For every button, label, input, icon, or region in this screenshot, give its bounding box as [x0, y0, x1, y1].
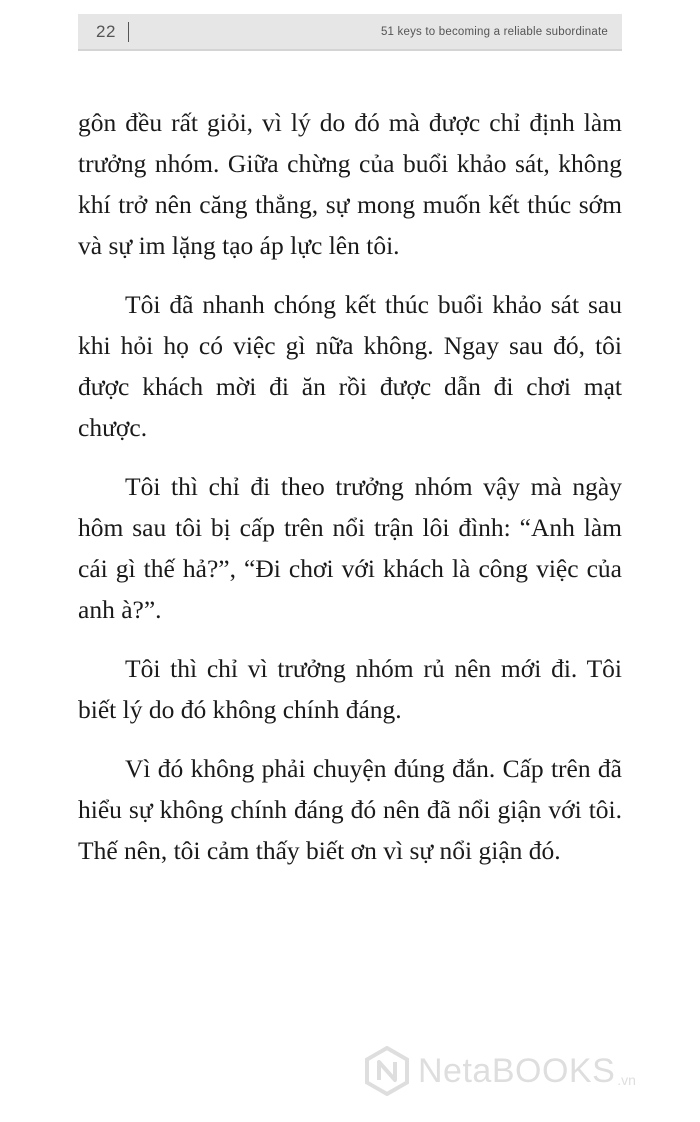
page-number-group — [96, 22, 129, 42]
paragraph: Tôi đã nhanh chóng kết thúc buổi khảo sát sau khi hỏi họ có việc gì nữa không. Ngay sau đó, tôi được khách mời đi ăn rồi được dẫn đi chơi mạt chược. — [78, 290, 622, 442]
body-text — [78, 102, 622, 889]
header-divider — [128, 22, 130, 42]
running-title: 51 keys to becoming a reliable subordinate — [380, 25, 608, 38]
netabooks-logo-icon — [364, 1046, 410, 1096]
paragraph: Tôi thì chỉ vì trưởng nhóm rủ nên mới đi. Tôi biết lý do đó không chính đáng. — [78, 654, 622, 724]
paragraph: Tôi thì chỉ đi theo trưởng nhóm vậy mà ngày hôm sau tôi bị cấp trên nổi trận lôi đình: “Anh làm cái gì thế hả?”, “Đi chơi với khách là công việc của anh à?”. — [78, 472, 622, 624]
watermark — [364, 1046, 636, 1096]
paragraph: Vì đó không phải chuyện đúng đắn. Cấp trên đã hiểu sự không chính đáng đó nên đã nổi giận với tôi. Thế nên, tôi cảm thấy biết ơn vì sự nổi giận đó. — [78, 754, 622, 865]
watermark-suffix: .vn — [617, 1072, 636, 1088]
page-header — [78, 14, 622, 51]
watermark-brand: NetaBOOKS — [418, 1051, 616, 1090]
page-number: 22 — [96, 21, 116, 41]
paragraph-continued: gôn đều rất giỏi, vì lý do đó mà được chỉ định làm trưởng nhóm. Giữa chừng của buổi khảo sát, không khí trở nên căng thẳng, sự mong muốn kết thúc sớm và sự im lặng tạo áp lực lên tôi. — [78, 108, 622, 260]
